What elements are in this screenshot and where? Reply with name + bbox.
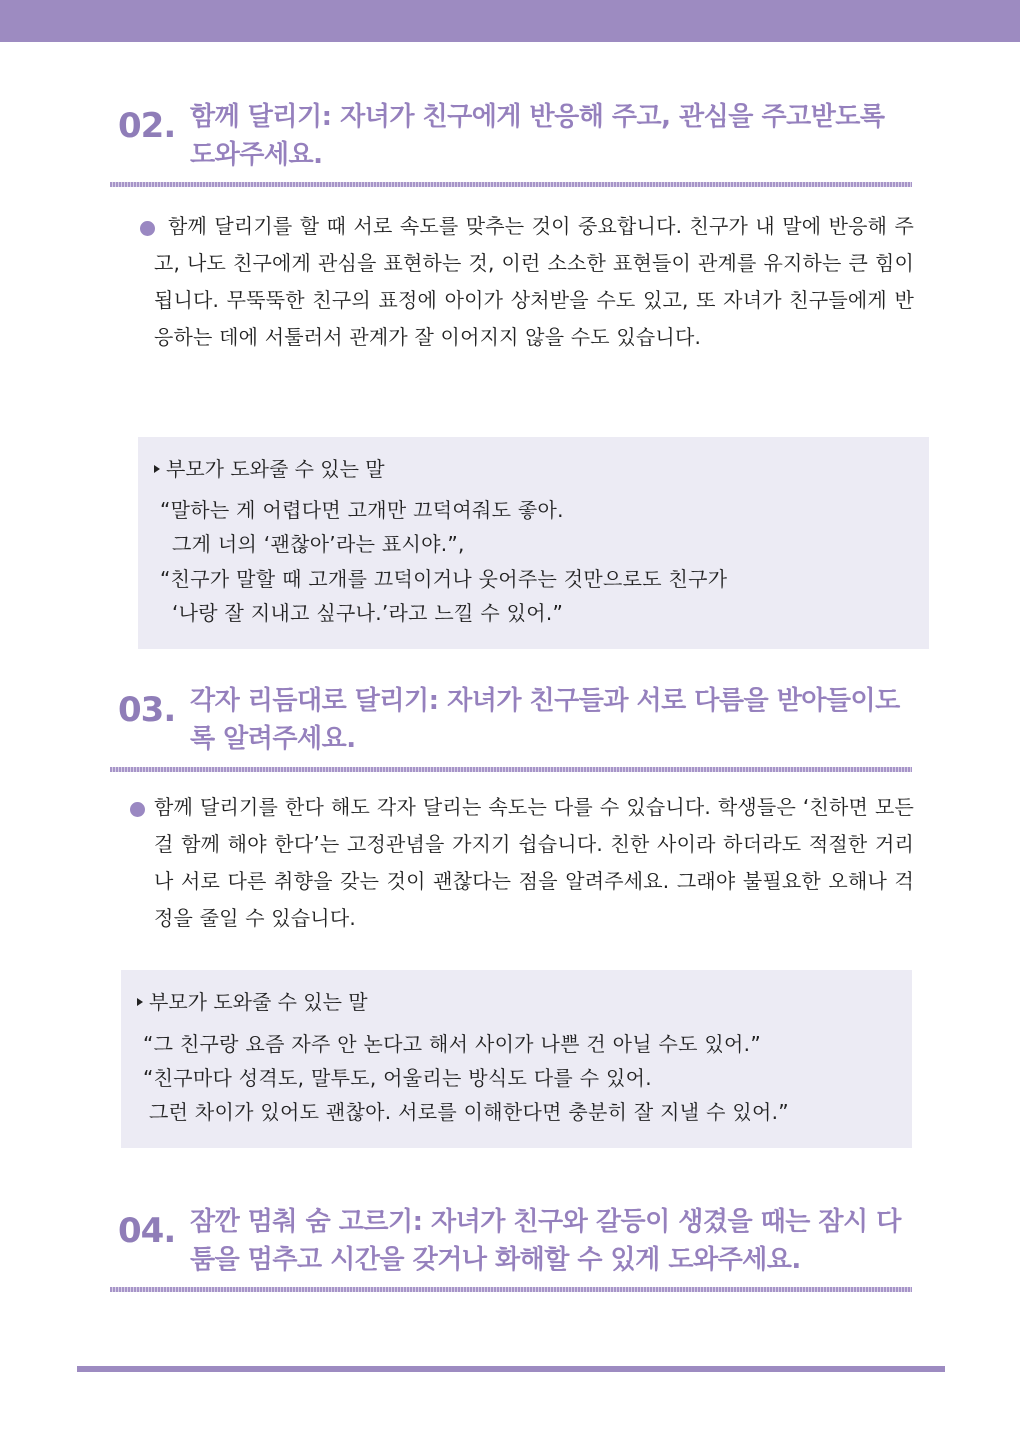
quote-line: 그게 너의 ‘괜찮아’라는 표시야.”, [172,532,465,556]
triangle-bullet-icon [154,465,160,473]
section-02-body: 함께 달리기를 할 때 서로 속도를 맞추는 것이 중요합니다. 친구가 내 말에 반응해 주고, 나도 친구에게 관심을 표현하는 것, 이런 소소한 표현들이 관계를 유지하는 큰 힘이 됩니다. 무뚝뚝한 친구의 표정에 아이가 상처받을 수도 있고, 또 자녀가 친구들에게 반응하는 데에 서툴러서 관계가 잘 이어지지 않을 수도 있습니다. [154,214,914,349]
triangle-bullet-icon [137,998,143,1006]
quote-line: ‘나랑 잘 지내고 싶구나.’라고 느낄 수 있어.” [172,601,564,625]
section-divider [110,1287,912,1292]
section-03-header [110,682,912,772]
bullet-icon [140,221,155,236]
section-title: 각자 리듬대로 달리기: 자녀가 친구들과 서로 다름을 받아들이도록 알려주세요. [190,686,900,754]
phrases-label-text: 부모가 도와줄 수 있는 말 [166,457,385,481]
section-title: 함께 달리기: 자녀가 친구에게 반응해 주고, 관심을 주고받도록 도와주세요. [190,102,885,170]
section-03-body: 함께 달리기를 한다 해도 각자 달리는 속도는 다를 수 있습니다. 학생들은 ‘친하면 모든 걸 함께 해야 한다’는 고정관념을 가지기 쉽습니다. 친한 사이라 하더라도 적절한 거리나 서로 다른 취향을 갖는 것이 괜찮다는 점을 알려주세요. 그래야 불필요한 오해나 걱정을 줄일 수 있습니다. [154,795,914,930]
phrases-label [137,986,368,1015]
section-04-header [110,1203,912,1298]
parent-phrases-box [138,437,929,649]
section-02-header [110,98,912,188]
bullet-icon [130,802,145,817]
section-number: 04. [118,1211,176,1251]
section-number: 02. [118,106,176,146]
quote-line: “말하는 게 어렵다면 고개만 끄덕여줘도 좋아. [160,498,564,522]
section-divider [110,182,912,187]
top-color-bar [0,0,1020,42]
parent-phrases-box [121,970,912,1148]
quote-line: 그런 차이가 있어도 괜찮아. 서로를 이해한다면 충분히 잘 지낼 수 있어.” [149,1100,789,1124]
quote-line: “친구가 말할 때 고개를 끄덕이거나 웃어주는 것만으로도 친구가 [160,567,728,591]
bottom-color-rule [77,1366,945,1372]
quote-line: “그 친구랑 요즘 자주 안 논다고 해서 사이가 나쁜 건 아닐 수도 있어.” [143,1032,761,1056]
section-title: 잠깐 멈춰 숨 고르기: 자녀가 친구와 갈등이 생겼을 때는 잠시 다툼을 멈추고 시간을 갖거나 화해할 수 있게 도와주세요. [190,1207,901,1275]
phrases-label [154,453,385,482]
phrases-label-text: 부모가 도와줄 수 있는 말 [149,990,368,1014]
section-divider [110,767,912,772]
quote-line: “친구마다 성격도, 말투도, 어울리는 방식도 다를 수 있어. [143,1066,652,1090]
section-number: 03. [118,690,176,730]
